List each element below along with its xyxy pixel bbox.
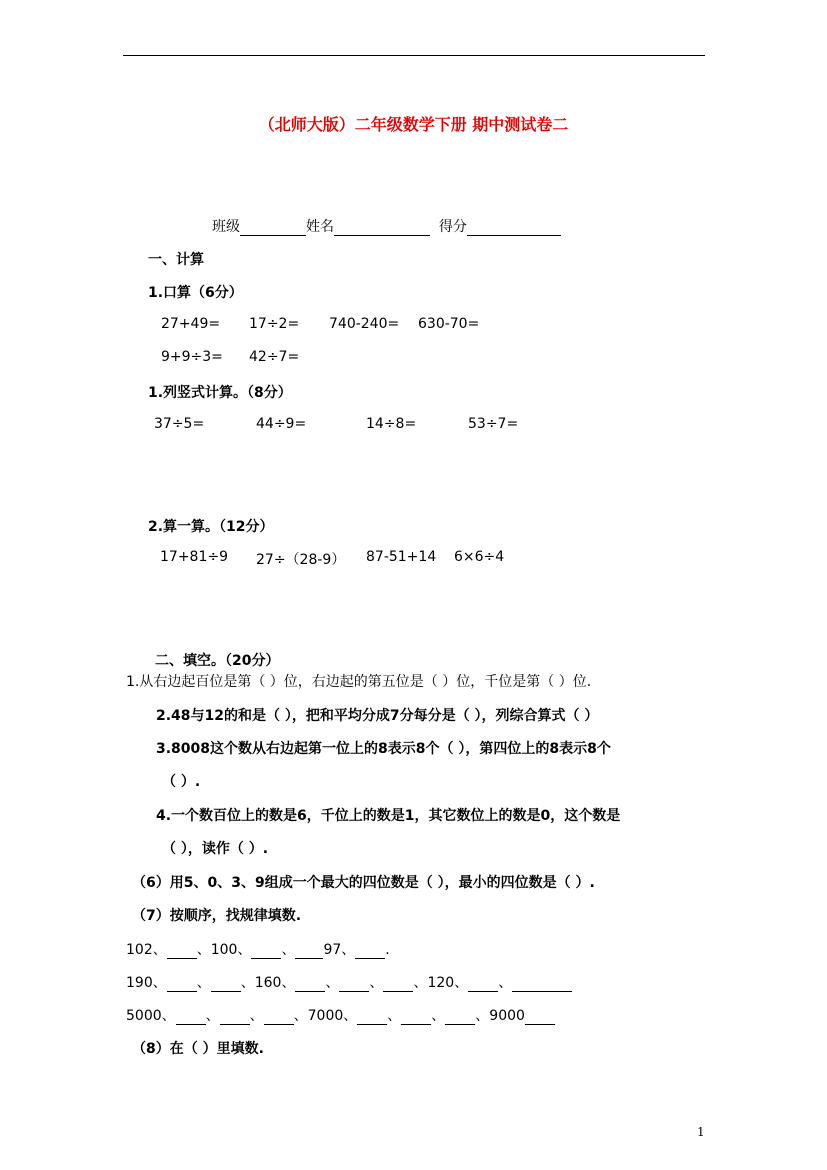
seq-blank[interactable] — [468, 977, 498, 992]
seq-blank[interactable] — [211, 977, 241, 992]
score-label: 得分 — [438, 219, 467, 235]
student-info-line — [212, 216, 561, 236]
q1-row1-item: 17÷2= — [249, 316, 300, 332]
sequence-row-2 — [126, 972, 572, 992]
seq-text: 、120、 — [413, 975, 469, 991]
page-number: 1 — [697, 1125, 705, 1139]
fill-q2: 2.48与12的和是（ ），把和平均分成7分每分是（ ），列综合算式（ ） — [156, 708, 599, 724]
seq-blank[interactable] — [264, 1010, 294, 1025]
section1-heading: 一、计算 — [148, 252, 204, 268]
seq-blank[interactable] — [512, 977, 542, 992]
fill-q3-line1: 3.8008这个数从右边起第一位上的8表示8个（ ），第四位上的8表示8个 — [156, 741, 611, 757]
q3-item: 17+81÷9 — [160, 549, 228, 565]
seq-blank[interactable] — [355, 944, 385, 959]
q1-title: 1.口算（6分） — [148, 285, 243, 301]
seq-text: 、 — [369, 975, 384, 991]
seq-blank[interactable] — [167, 944, 197, 959]
seq-text: 、100、 — [196, 942, 252, 958]
seq-blank[interactable] — [401, 1010, 431, 1025]
header-rule — [123, 55, 705, 56]
fill-q7: （7）按顺序，找规律填数. — [132, 908, 302, 924]
q1-row2-item: 9+9÷3= — [161, 349, 223, 365]
q1-row1-item: 740-240= — [329, 316, 400, 332]
q1-row1-item: 27+49= — [161, 316, 221, 332]
q2-title: 1.列竖式计算。（8分） — [148, 385, 292, 401]
score-blank[interactable] — [467, 221, 561, 236]
fill-q6: （6）用5、0、3、9组成一个最大的四位数是（ ），最小的四位数是（ ）. — [132, 875, 595, 891]
seq-text: 5000、 — [126, 1008, 176, 1024]
section2-heading: 二、填空。（20分） — [155, 653, 280, 669]
q3-title: 2.算一算。（12分） — [148, 519, 274, 535]
seq-blank[interactable] — [383, 977, 413, 992]
seq-blank[interactable] — [542, 977, 572, 992]
seq-text: 102、 — [126, 942, 167, 958]
q2-item: 44÷9= — [256, 416, 307, 432]
seq-blank[interactable] — [251, 944, 281, 959]
q2-item: 37÷5= — [154, 416, 205, 432]
fill-q8: （8）在（ ）里填数. — [132, 1041, 264, 1057]
name-label: 姓名 — [306, 219, 334, 235]
seq-text: 、9000 — [475, 1008, 525, 1024]
seq-text: 、 — [205, 1008, 220, 1024]
q2-item: 14÷8= — [366, 416, 417, 432]
q3-item: 87-51+14 — [366, 549, 437, 565]
seq-blank[interactable] — [167, 977, 197, 992]
seq-text: 97、 — [323, 942, 356, 958]
sequence-row-3 — [126, 1005, 555, 1025]
seq-text: 、 — [196, 975, 211, 991]
seq-blank[interactable] — [295, 944, 323, 959]
sequence-row-1 — [126, 939, 390, 959]
name-blank[interactable] — [334, 221, 430, 236]
seq-blank[interactable] — [339, 977, 369, 992]
seq-text: . — [385, 942, 390, 958]
fill-q4-line2: （ ），读作（ ）. — [162, 841, 269, 857]
seq-blank[interactable] — [445, 1010, 475, 1025]
seq-text: 、 — [281, 942, 296, 958]
seq-blank[interactable] — [220, 1010, 250, 1025]
page-title: （北师大版）二年级数学下册 期中测试卷二 — [258, 115, 569, 134]
seq-text: 、 — [325, 975, 340, 991]
seq-text: 190、 — [126, 975, 167, 991]
q2-item: 53÷7= — [468, 416, 519, 432]
fill-q1: 1.从右边起百位是第（ ）位，右边起的第五位是（ ）位，千位是第（ ）位. — [126, 674, 592, 690]
seq-text: 、 — [431, 1008, 446, 1024]
seq-text: 、7000、 — [293, 1008, 358, 1024]
seq-text: 、 — [387, 1008, 402, 1024]
seq-text: 、160、 — [240, 975, 296, 991]
seq-blank[interactable] — [357, 1010, 387, 1025]
fill-q4-line1: 4.一个数百位上的数是6，千位上的数是1，其它数位上的数是0，这个数是 — [156, 808, 621, 824]
q1-row1-item: 630-70= — [418, 316, 480, 332]
class-blank[interactable] — [240, 221, 306, 236]
seq-text: 、 — [498, 975, 513, 991]
seq-blank[interactable] — [525, 1010, 555, 1025]
q1-row2-item: 42÷7= — [249, 349, 300, 365]
seq-blank[interactable] — [295, 977, 325, 992]
seq-text: 、 — [249, 1008, 264, 1024]
seq-blank[interactable] — [176, 1010, 206, 1025]
class-label: 班级 — [212, 219, 240, 235]
q3-item: 27÷（28-9） — [256, 552, 346, 568]
fill-q3-line2: （ ）. — [162, 774, 201, 790]
q3-item: 6×6÷4 — [454, 549, 505, 565]
